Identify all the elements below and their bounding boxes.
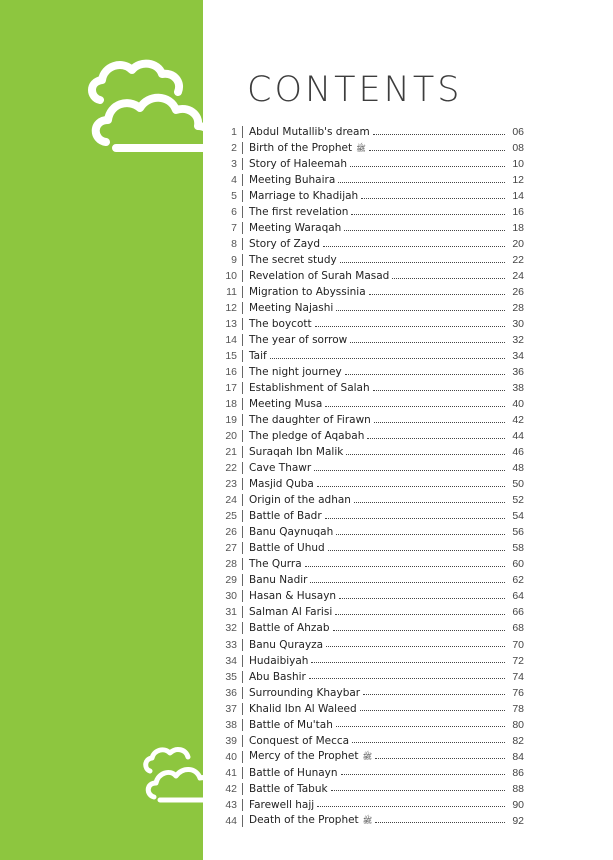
divider bbox=[242, 703, 243, 715]
entry-title: Banu Qaynuqah bbox=[249, 526, 334, 539]
page-number: 28 bbox=[512, 302, 524, 315]
divider bbox=[242, 494, 243, 506]
entry-title: Hasan & Husayn bbox=[249, 590, 337, 603]
honorific-icon: ﷺ bbox=[362, 752, 373, 762]
page-number: 62 bbox=[512, 574, 524, 587]
entry-number: 31 bbox=[225, 606, 237, 619]
dotted-leader bbox=[351, 214, 505, 215]
entry-number: 29 bbox=[225, 574, 237, 587]
page-number: 78 bbox=[512, 702, 524, 715]
dotted-leader bbox=[317, 486, 505, 487]
divider bbox=[242, 238, 243, 250]
entry-number: 41 bbox=[225, 766, 237, 779]
dotted-leader bbox=[323, 246, 505, 247]
toc-entry bbox=[218, 284, 524, 300]
entry-title: Battle of Uhud bbox=[249, 542, 325, 555]
dotted-leader bbox=[375, 758, 505, 759]
entry-title: Origin of the adhan bbox=[249, 494, 351, 507]
divider bbox=[242, 526, 243, 538]
page-number: 52 bbox=[512, 494, 524, 507]
toc-entry bbox=[218, 604, 524, 620]
divider bbox=[242, 414, 243, 426]
toc-entry bbox=[218, 188, 524, 204]
dotted-leader bbox=[328, 550, 505, 551]
toc-entry bbox=[218, 572, 524, 588]
dotted-leader bbox=[360, 710, 505, 711]
divider bbox=[242, 622, 243, 634]
page-number: 60 bbox=[512, 558, 524, 571]
toc-entry bbox=[218, 396, 524, 412]
entry-title: Story of Haleemah bbox=[249, 158, 348, 171]
dotted-leader bbox=[325, 518, 505, 519]
page-number: 74 bbox=[512, 670, 524, 683]
toc-entry bbox=[218, 540, 524, 556]
entry-number: 6 bbox=[231, 206, 237, 219]
entry-number: 10 bbox=[225, 270, 237, 283]
divider bbox=[242, 542, 243, 554]
entry-number: 3 bbox=[231, 158, 237, 171]
divider bbox=[242, 558, 243, 570]
entry-title: Migration to Abyssinia bbox=[249, 286, 366, 299]
entry-title: Banu Nadir bbox=[249, 574, 308, 587]
divider bbox=[242, 687, 243, 699]
page-number: 54 bbox=[512, 510, 524, 523]
divider bbox=[242, 174, 243, 186]
toc-entry bbox=[218, 749, 524, 765]
dotted-leader bbox=[335, 614, 505, 615]
table-of-contents bbox=[218, 124, 524, 829]
dotted-leader bbox=[315, 326, 505, 327]
divider bbox=[242, 286, 243, 298]
toc-entry bbox=[218, 813, 524, 829]
page-number: 50 bbox=[512, 478, 524, 491]
dotted-leader bbox=[350, 342, 505, 343]
toc-entry bbox=[218, 620, 524, 636]
toc-entry bbox=[218, 556, 524, 572]
entry-number: 42 bbox=[225, 782, 237, 795]
dotted-leader bbox=[392, 278, 505, 279]
page-number: 14 bbox=[512, 190, 524, 203]
divider bbox=[242, 254, 243, 266]
page-number: 64 bbox=[512, 590, 524, 603]
toc-entry bbox=[218, 364, 524, 380]
divider bbox=[242, 751, 243, 763]
toc-entry bbox=[218, 444, 524, 460]
divider bbox=[242, 655, 243, 667]
divider bbox=[242, 815, 243, 827]
page-number: 16 bbox=[512, 206, 524, 219]
entry-title: Meeting Buhaira bbox=[249, 174, 336, 187]
dotted-leader bbox=[339, 598, 505, 599]
entry-number: 34 bbox=[225, 654, 237, 667]
entry-title: Banu Qurayza bbox=[249, 638, 324, 651]
entry-number: 43 bbox=[225, 798, 237, 811]
page-number: 18 bbox=[512, 222, 524, 235]
divider bbox=[242, 222, 243, 234]
entry-title: The boycott bbox=[249, 318, 312, 331]
entry-title: The daughter of Firawn bbox=[249, 414, 371, 427]
entry-number: 36 bbox=[225, 686, 237, 699]
entry-number: 24 bbox=[225, 494, 237, 507]
entry-number: 44 bbox=[225, 814, 237, 827]
toc-entry bbox=[218, 220, 524, 236]
page-number: 12 bbox=[512, 174, 524, 187]
toc-entry bbox=[218, 460, 524, 476]
entry-title: Taif bbox=[249, 350, 267, 363]
page-number: 68 bbox=[512, 622, 524, 635]
divider bbox=[242, 606, 243, 618]
divider bbox=[242, 318, 243, 330]
toc-entry bbox=[218, 669, 524, 685]
toc-entry bbox=[218, 316, 524, 332]
entry-number: 22 bbox=[225, 462, 237, 475]
divider bbox=[242, 478, 243, 490]
dotted-leader bbox=[270, 358, 505, 359]
entry-number: 13 bbox=[225, 318, 237, 331]
page-number: 34 bbox=[512, 350, 524, 363]
entry-title: Salman Al Farisi bbox=[249, 606, 333, 619]
page-number: 72 bbox=[512, 654, 524, 667]
page-number: 56 bbox=[512, 526, 524, 539]
dotted-leader bbox=[309, 678, 505, 679]
entry-title: Abu Bashir bbox=[249, 670, 306, 683]
page-number: 88 bbox=[512, 782, 524, 795]
page-number: 76 bbox=[512, 686, 524, 699]
divider bbox=[242, 430, 243, 442]
page-number: 22 bbox=[512, 254, 524, 267]
divider bbox=[242, 206, 243, 218]
toc-entry bbox=[218, 653, 524, 669]
divider bbox=[242, 334, 243, 346]
divider bbox=[242, 783, 243, 795]
page-number: 92 bbox=[512, 814, 524, 827]
entry-number: 38 bbox=[225, 718, 237, 731]
entry-number: 39 bbox=[225, 734, 237, 747]
entry-title: Surrounding Khaybar bbox=[249, 686, 361, 699]
entry-number: 35 bbox=[225, 670, 237, 683]
divider bbox=[242, 799, 243, 811]
divider bbox=[242, 302, 243, 314]
entry-title: Battle of Hunayn bbox=[249, 766, 338, 779]
page-number: 10 bbox=[512, 158, 524, 171]
dotted-leader bbox=[336, 534, 505, 535]
toc-entry bbox=[218, 797, 524, 813]
divider bbox=[242, 366, 243, 378]
entry-number: 40 bbox=[225, 750, 237, 763]
toc-entry bbox=[218, 685, 524, 701]
honorific-icon: ﷺ bbox=[362, 816, 373, 826]
dotted-leader bbox=[374, 422, 505, 423]
dotted-leader bbox=[338, 182, 505, 183]
toc-entry bbox=[218, 140, 524, 156]
toc-entry bbox=[218, 637, 524, 653]
entry-number: 33 bbox=[225, 638, 237, 651]
page-number: 24 bbox=[512, 270, 524, 283]
page-number: 30 bbox=[512, 318, 524, 331]
dotted-leader bbox=[352, 742, 505, 743]
divider bbox=[242, 462, 243, 474]
entry-title: Battle of Ahzab bbox=[249, 622, 330, 635]
divider bbox=[242, 767, 243, 779]
page-number: 42 bbox=[512, 414, 524, 427]
page-number: 06 bbox=[512, 126, 524, 138]
entry-number: 25 bbox=[225, 510, 237, 523]
page-number: 26 bbox=[512, 286, 524, 299]
dotted-leader bbox=[369, 150, 505, 151]
entry-number: 26 bbox=[225, 526, 237, 539]
entry-title: Cave Thawr bbox=[249, 462, 312, 475]
divider bbox=[242, 735, 243, 747]
entry-number: 12 bbox=[225, 302, 237, 315]
entry-title: Marriage to Khadijah bbox=[249, 190, 359, 203]
page-number: 70 bbox=[512, 638, 524, 651]
entry-title: Abdul Mutallib's dream bbox=[249, 126, 370, 138]
divider bbox=[242, 126, 243, 138]
dotted-leader bbox=[373, 390, 505, 391]
entry-title: Death of the Prophet ﷺ bbox=[249, 814, 373, 827]
divider bbox=[242, 190, 243, 202]
entry-number: 1 bbox=[231, 126, 237, 138]
toc-entry bbox=[218, 588, 524, 604]
dotted-leader bbox=[346, 454, 505, 455]
page-number: 38 bbox=[512, 382, 524, 395]
toc-entry bbox=[218, 508, 524, 524]
toc-entry bbox=[218, 717, 524, 733]
toc-entry bbox=[218, 236, 524, 252]
entry-number: 19 bbox=[225, 414, 237, 427]
dotted-leader bbox=[341, 774, 505, 775]
entry-number: 21 bbox=[225, 446, 237, 459]
entry-number: 37 bbox=[225, 702, 237, 715]
dotted-leader bbox=[310, 582, 505, 583]
entry-number: 32 bbox=[225, 622, 237, 635]
dotted-leader bbox=[373, 134, 505, 135]
divider bbox=[242, 639, 243, 651]
entry-title: Revelation of Surah Masad bbox=[249, 270, 390, 283]
entry-number: 15 bbox=[225, 350, 237, 363]
page-number: 86 bbox=[512, 766, 524, 779]
entry-title: Meeting Musa bbox=[249, 398, 323, 411]
entry-title: Suraqah Ibn Malik bbox=[249, 446, 344, 459]
cloud-icon bbox=[142, 745, 222, 807]
entry-number: 11 bbox=[226, 286, 237, 299]
dotted-leader bbox=[311, 662, 505, 663]
entry-number: 23 bbox=[225, 478, 237, 491]
page-number: 32 bbox=[512, 334, 524, 347]
entry-number: 2 bbox=[231, 142, 237, 155]
toc-entry bbox=[218, 492, 524, 508]
honorific-icon: ﷺ bbox=[356, 143, 366, 153]
page-number: 90 bbox=[512, 798, 524, 811]
toc-entry bbox=[218, 428, 524, 444]
dotted-leader bbox=[363, 694, 505, 695]
page-number: 82 bbox=[512, 734, 524, 747]
divider bbox=[242, 158, 243, 170]
entry-number: 27 bbox=[225, 542, 237, 555]
page-number: 84 bbox=[512, 750, 524, 763]
page-title: CONTENTS bbox=[247, 70, 463, 110]
dotted-leader bbox=[367, 438, 505, 439]
entry-number: 14 bbox=[225, 334, 237, 347]
toc-entry bbox=[218, 172, 524, 188]
dotted-leader bbox=[336, 310, 505, 311]
entry-number: 17 bbox=[225, 382, 237, 395]
entry-number: 28 bbox=[225, 558, 237, 571]
entry-title: Meeting Najashi bbox=[249, 302, 334, 315]
page-number: 36 bbox=[512, 366, 524, 379]
divider bbox=[242, 590, 243, 602]
toc-entry bbox=[218, 412, 524, 428]
page-number: 58 bbox=[512, 542, 524, 555]
page-number: 20 bbox=[512, 238, 524, 251]
entry-title: Hudaibiyah bbox=[249, 654, 309, 667]
dotted-leader bbox=[333, 630, 506, 631]
page-number: 46 bbox=[512, 446, 524, 459]
toc-entry bbox=[218, 701, 524, 717]
divider bbox=[242, 270, 243, 282]
divider bbox=[242, 350, 243, 362]
divider bbox=[242, 671, 243, 683]
toc-entry bbox=[218, 252, 524, 268]
cloud-icon bbox=[86, 58, 226, 162]
page-number: 80 bbox=[512, 718, 524, 731]
dotted-leader bbox=[345, 374, 505, 375]
divider bbox=[242, 382, 243, 394]
divider bbox=[242, 398, 243, 410]
entry-number: 4 bbox=[231, 174, 237, 187]
page-number: 40 bbox=[512, 398, 524, 411]
entry-title: Khalid Ibn Al Waleed bbox=[249, 702, 357, 715]
entry-number: 5 bbox=[231, 190, 237, 203]
entry-title: Battle of Badr bbox=[249, 510, 322, 523]
dotted-leader bbox=[314, 470, 505, 471]
dotted-leader bbox=[331, 790, 505, 791]
entry-title: The Qurra bbox=[249, 558, 302, 571]
toc-entry bbox=[218, 156, 524, 172]
entry-title: Farewell hajj bbox=[249, 798, 315, 811]
entry-number: 9 bbox=[231, 254, 237, 267]
entry-title: Mercy of the Prophet ﷺ bbox=[249, 750, 373, 763]
entry-title: Meeting Waraqah bbox=[249, 222, 342, 235]
entry-title: Battle of Tabuk bbox=[249, 782, 328, 795]
entry-title: The pledge of Aqabah bbox=[249, 430, 365, 443]
entry-number: 8 bbox=[231, 238, 237, 251]
entry-title: Conquest of Mecca bbox=[249, 734, 350, 747]
toc-entry bbox=[218, 124, 524, 140]
divider bbox=[242, 142, 243, 154]
toc-entry bbox=[218, 733, 524, 749]
entry-number: 7 bbox=[231, 222, 237, 235]
dotted-leader bbox=[350, 166, 505, 167]
entry-number: 30 bbox=[225, 590, 237, 603]
entry-title: Story of Zayd bbox=[249, 238, 321, 251]
toc-entry bbox=[218, 348, 524, 364]
entry-title: The year of sorrow bbox=[249, 334, 348, 347]
dotted-leader bbox=[336, 726, 505, 727]
toc-entry bbox=[218, 300, 524, 316]
entry-title: Masjid Quba bbox=[249, 478, 314, 491]
entry-title: The first revelation bbox=[249, 206, 349, 219]
toc-entry bbox=[218, 765, 524, 781]
toc-entry bbox=[218, 332, 524, 348]
divider bbox=[242, 446, 243, 458]
entry-title: Birth of the Prophet ﷺ bbox=[249, 141, 366, 154]
entry-title: Battle of Mu'tah bbox=[249, 718, 333, 731]
dotted-leader bbox=[375, 822, 505, 823]
divider bbox=[242, 719, 243, 731]
page-number: 48 bbox=[512, 462, 524, 475]
divider bbox=[242, 574, 243, 586]
dotted-leader bbox=[305, 566, 505, 567]
dotted-leader bbox=[317, 806, 505, 807]
page-number: 08 bbox=[512, 142, 524, 155]
divider bbox=[242, 510, 243, 522]
page-number: 44 bbox=[512, 430, 524, 443]
dotted-leader bbox=[344, 230, 505, 231]
dotted-leader bbox=[354, 502, 505, 503]
dotted-leader bbox=[325, 406, 505, 407]
toc-entry bbox=[218, 524, 524, 540]
toc-entry bbox=[218, 476, 524, 492]
dotted-leader bbox=[369, 294, 505, 295]
dotted-leader bbox=[340, 262, 505, 263]
entry-title: Establishment of Salah bbox=[249, 382, 370, 395]
entry-number: 20 bbox=[225, 430, 237, 443]
toc-entry bbox=[218, 380, 524, 396]
page-number: 66 bbox=[512, 606, 524, 619]
dotted-leader bbox=[361, 198, 505, 199]
entry-number: 18 bbox=[225, 398, 237, 411]
entry-title: The night journey bbox=[249, 366, 342, 379]
entry-title: The secret study bbox=[249, 254, 337, 267]
toc-entry bbox=[218, 781, 524, 797]
toc-entry bbox=[218, 268, 524, 284]
entry-number: 16 bbox=[225, 366, 237, 379]
dotted-leader bbox=[326, 646, 505, 647]
toc-entry bbox=[218, 204, 524, 220]
